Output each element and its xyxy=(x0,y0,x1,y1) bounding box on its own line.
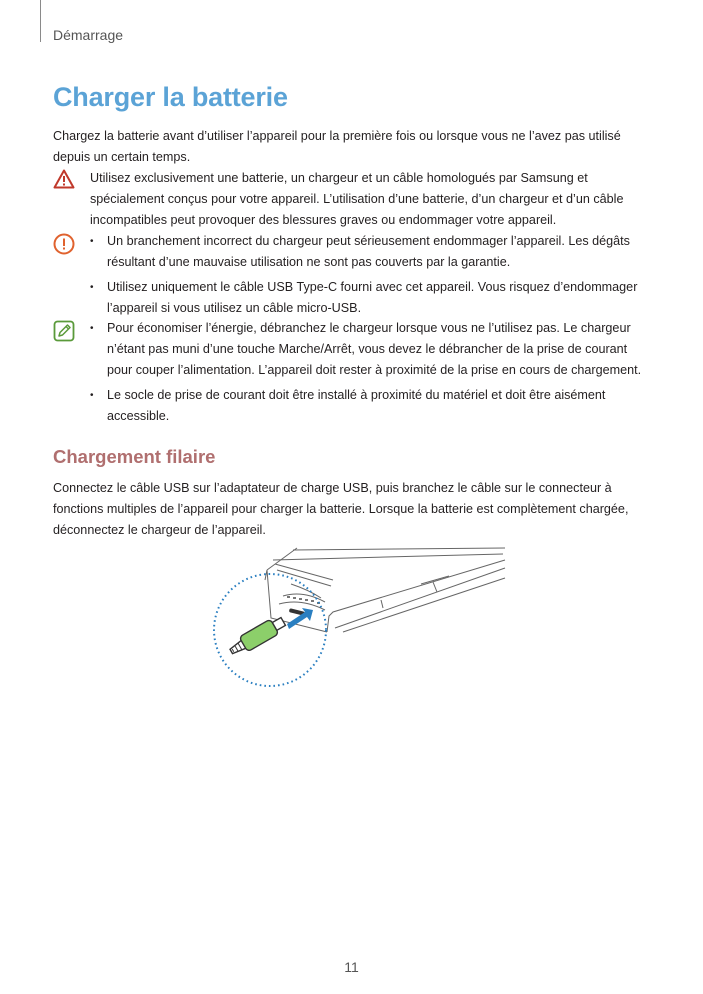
warning-triangle-icon xyxy=(53,169,75,189)
intro-paragraph: Chargez la batterie avant d’utiliser l’appareil pour la première fois ou lorsque vous ne l’avez pas utilisé depuis un certain temps. xyxy=(53,129,621,164)
note-list xyxy=(90,318,650,431)
list-item: • Pour économiser l’énergie, débranchez le chargeur lorsque vous ne l’utilisez pas. Le chargeur n’étant pas muni d’une touche Marche/Arrêt, vous devez le débrancher de la prise de courant pour couper l’alimentation. L’appareil doit rester à proximité de la prise en cours de chargement. xyxy=(90,318,650,381)
list-item: • Un branchement incorrect du chargeur peut sérieusement endommager l’appareil. Les dégâts résultant d’une mauvaise utilisation ne sont pas couverts par la garantie. xyxy=(90,231,650,273)
corner-rule xyxy=(40,0,41,42)
section-header: Démarrage xyxy=(53,27,124,43)
wired-paragraph: Connectez le câble USB sur l’adaptateur de charge USB, puis branchez le câble sur le connecteur à fonctions multiples de l’appareil pour charger la batterie. Lorsque la batterie est complètement chargée, déconnectez le chargeur de l’appareil. xyxy=(53,481,629,537)
page-title: Charger la batterie xyxy=(53,82,288,112)
page-number: 11 xyxy=(344,959,359,975)
warning-text: Utilisez exclusivement une batterie, un chargeur et un câble homologués par Samsung et spécialement conçus pour votre appareil. L’utilisation d’une batterie, d’un chargeur et d’un câble incompatibles peut provoquer des blessures graves ou endommager votre appareil. xyxy=(90,171,624,227)
list-item: • Utilisez uniquement le câble USB Type-C fourni avec cet appareil. Vous risquez d’endommager l’appareil si vous utilisez un câble micro-USB. xyxy=(90,277,650,319)
caution-list xyxy=(90,231,650,323)
usb-cable-phone-illustration xyxy=(205,540,510,690)
list-item: • Le socle de prise de courant doit être installé à proximité du matériel et doit être aisément accessible. xyxy=(90,385,650,427)
section-subtitle: Chargement filaire xyxy=(53,446,216,467)
caution-exclamation-icon xyxy=(53,233,75,255)
note-pencil-icon xyxy=(53,320,75,342)
